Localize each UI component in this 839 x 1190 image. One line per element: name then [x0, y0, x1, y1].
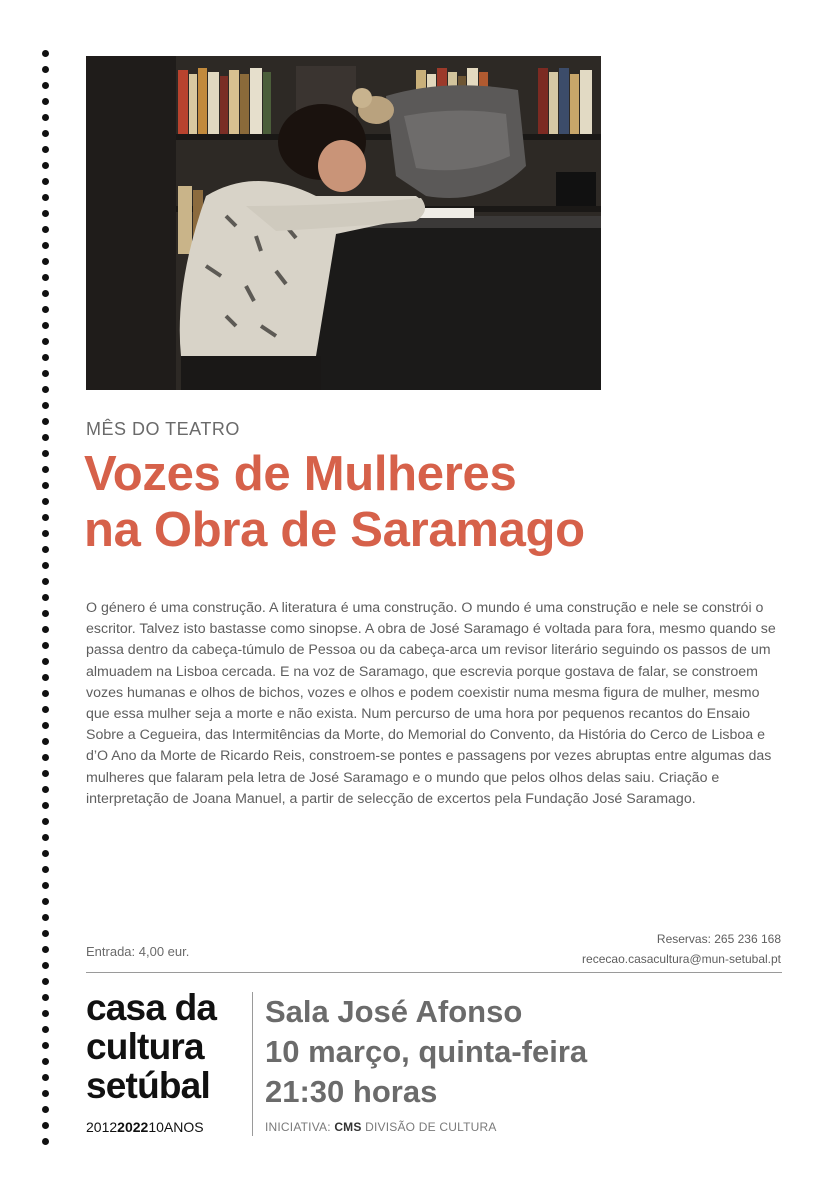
years-count: 10ANOS	[148, 1119, 204, 1135]
casa-da-cultura-logo	[86, 988, 256, 1105]
border-dot	[42, 1058, 49, 1065]
border-dot	[42, 146, 49, 153]
border-dot	[42, 530, 49, 537]
border-dot	[42, 194, 49, 201]
border-dot	[42, 722, 49, 729]
border-dot	[42, 370, 49, 377]
venue-date: 10 março, quinta-feira	[265, 1034, 588, 1069]
border-dot	[42, 450, 49, 457]
border-dot	[42, 498, 49, 505]
border-dot	[42, 1010, 49, 1017]
border-dot	[42, 210, 49, 217]
border-dot	[42, 610, 49, 617]
border-dot	[42, 306, 49, 313]
border-dot	[42, 386, 49, 393]
border-dot	[42, 338, 49, 345]
border-dot	[42, 578, 49, 585]
border-dot	[42, 354, 49, 361]
event-photo	[86, 56, 601, 390]
border-dot	[42, 866, 49, 873]
logo-line-3: setúbal	[86, 1065, 210, 1106]
event-title	[84, 446, 804, 558]
reservation-info	[582, 929, 781, 969]
reservation-phone: Reservas: 265 236 168	[656, 932, 781, 946]
border-dot	[42, 1106, 49, 1113]
border-dot	[42, 962, 49, 969]
border-dot	[42, 66, 49, 73]
border-dot	[42, 178, 49, 185]
initiative-org: CMS	[334, 1120, 362, 1134]
border-dot	[42, 594, 49, 601]
border-dot	[42, 930, 49, 937]
initiative-credits	[265, 1120, 497, 1134]
venue-block	[265, 992, 587, 1112]
reservation-email: rececao.casacultura@mun-setubal.pt	[582, 952, 781, 966]
border-dot	[42, 130, 49, 137]
actress-at-desk-image	[86, 56, 601, 390]
border-dot	[42, 322, 49, 329]
border-dot	[42, 642, 49, 649]
anniversary-years	[86, 1119, 204, 1135]
border-dot	[42, 402, 49, 409]
border-dot	[42, 818, 49, 825]
border-dot	[42, 658, 49, 665]
border-dot	[42, 114, 49, 121]
border-dot	[42, 482, 49, 489]
border-dot	[42, 1042, 49, 1049]
border-dot	[42, 98, 49, 105]
border-dot	[42, 882, 49, 889]
border-dot	[42, 626, 49, 633]
border-dot	[42, 770, 49, 777]
border-dot	[42, 50, 49, 57]
border-dot	[42, 898, 49, 905]
logo-line-1: casa da	[86, 987, 217, 1028]
border-dot	[42, 562, 49, 569]
years-start: 2012	[86, 1119, 118, 1135]
border-dot	[42, 946, 49, 953]
border-dot	[42, 674, 49, 681]
border-dot	[42, 834, 49, 841]
border-dot	[42, 850, 49, 857]
border-dot	[42, 1074, 49, 1081]
border-dot	[42, 242, 49, 249]
title-line-1: Vozes de Mulheres	[84, 447, 517, 501]
border-dot	[42, 514, 49, 521]
border-dot	[42, 1122, 49, 1129]
border-dot	[42, 754, 49, 761]
border-dot	[42, 690, 49, 697]
years-end: 2022	[117, 1119, 149, 1135]
logo-line-2: cultura	[86, 1026, 204, 1067]
vertical-divider	[252, 992, 253, 1136]
initiative-dept: DIVISÃO DE CULTURA	[365, 1120, 497, 1134]
ticket-price: Entrada: 4,00 eur.	[86, 944, 190, 959]
border-dot	[42, 274, 49, 281]
border-dot	[42, 162, 49, 169]
venue-room: Sala José Afonso	[265, 994, 523, 1029]
border-dot	[42, 738, 49, 745]
dotted-border	[40, 50, 52, 1150]
border-dot	[42, 434, 49, 441]
border-dot	[42, 706, 49, 713]
border-dot	[42, 786, 49, 793]
border-dot	[42, 994, 49, 1001]
border-dot	[42, 418, 49, 425]
border-dot	[42, 1090, 49, 1097]
border-dot	[42, 82, 49, 89]
border-dot	[42, 914, 49, 921]
border-dot	[42, 546, 49, 553]
border-dot	[42, 290, 49, 297]
border-dot	[42, 1138, 49, 1145]
title-line-2: na Obra de Saramago	[84, 503, 585, 557]
border-dot	[42, 1026, 49, 1033]
venue-time: 21:30 horas	[265, 1074, 438, 1109]
border-dot	[42, 802, 49, 809]
event-description: O género é uma construção. A literatura é uma construção. O mundo é uma construção e nele se constrói o escritor. Talvez isto bastasse como sinopse. A obra de José Saramago é voltada para fora, mesmo quando se passa dentro da cabeça-túmulo de Pessoa ou da cabeça-arca um revisor literário seguindo os passos de um almuadem na Lisboa cercada. E na voz de Saramago, que escrevia porque gostava de falar, se constroem vozes humanas e olhos de bichos, vozes e olhos e podem coexistir numa mesma figura de mulher, mesmo que essa mulher seja a morte e não exista. Num percurso de uma hora por pequenos recantos do Ensaio Sobre a Cegueira, das Intermitências da Morte, do Memorial do Convento, da História do Cerco de Lisboa e d’O Ano da Morte de Ricardo Reis, constroem-se pontes e passagens por vezes abruptas entre algumas das mulheres que falaram pela letra de José Saramago e o mundo que pelos olhos delas saiu. Criação e interpretação de Joana Manuel, a partir de selecção de excertos pela Fundação José Saramago.	[86, 600, 776, 807]
border-dot	[42, 978, 49, 985]
event-kicker: MÊS DO TEATRO	[86, 419, 240, 439]
border-dot	[42, 466, 49, 473]
border-dot	[42, 226, 49, 233]
initiative-label: INICIATIVA:	[265, 1120, 331, 1134]
divider	[86, 972, 782, 973]
border-dot	[42, 258, 49, 265]
